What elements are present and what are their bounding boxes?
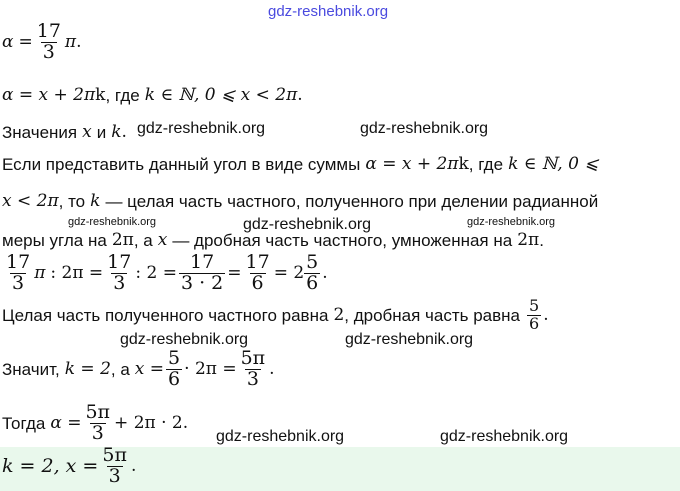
watermark: gdz-reshebnik.org: [120, 331, 249, 348]
equals-sign: =: [18, 31, 33, 52]
equals-sign: =: [227, 262, 242, 283]
operator: · 2π =: [184, 358, 237, 379]
denominator: 6: [306, 271, 319, 294]
denominator: 6: [529, 313, 540, 333]
numerator: 5: [306, 251, 319, 273]
numerator: 5π: [102, 444, 127, 466]
watermark: gdz-reshebnik.org: [137, 120, 266, 137]
x-var: x =: [134, 358, 165, 379]
numerator: 17: [245, 251, 270, 273]
operator: : 2π =: [50, 262, 104, 283]
explanation-line-2: [2, 193, 598, 210]
period: .: [269, 358, 275, 379]
operator: : 2 =: [135, 262, 177, 283]
denominator: 6: [168, 367, 181, 390]
number: 2: [333, 304, 345, 325]
denominator: 3: [246, 367, 259, 390]
answer-line: [2, 446, 136, 487]
explanation-line-3: [2, 232, 544, 249]
equals-sign: = 2: [273, 262, 305, 283]
period: .: [322, 262, 328, 283]
watermark: gdz-reshebnik.org: [360, 120, 489, 137]
answer-expression: k = 2, x =: [2, 454, 99, 477]
pi-symbol: π: [64, 31, 77, 52]
fraction: [527, 298, 541, 333]
numerator: 5π: [240, 347, 266, 369]
text: и: [96, 123, 107, 142]
text: , а: [133, 231, 153, 250]
denominator: 3: [108, 464, 121, 487]
division-computation: [2, 253, 328, 294]
fraction: [166, 349, 182, 390]
period: .: [130, 455, 137, 476]
fraction: [35, 22, 63, 63]
so-line: [2, 349, 275, 390]
alpha-symbol: α: [2, 31, 14, 52]
denominator: 6: [251, 271, 264, 294]
x-var: x: [157, 230, 168, 250]
explanation-line-1: [2, 156, 599, 173]
condition: k ∈ ℕ, 0 ⩽: [508, 154, 599, 174]
fraction: [304, 253, 320, 294]
form-line: [2, 87, 303, 104]
period: .: [539, 231, 544, 250]
text: , то: [58, 192, 86, 211]
denominator: 3 · 2: [180, 271, 224, 294]
k-roman: k: [95, 85, 106, 105]
numerator: 17: [107, 251, 132, 273]
denominator: 3: [113, 271, 126, 294]
watermark: gdz-reshebnik.org: [243, 216, 372, 233]
watermark-top: gdz-reshebnik.org: [268, 3, 389, 20]
numerator: 5: [168, 347, 181, 369]
period: .: [76, 31, 82, 52]
k-var: k: [90, 191, 101, 211]
text: Если представить данный угол в виде суммы: [2, 155, 361, 174]
condition: x < 2π: [2, 191, 59, 211]
text: , где: [105, 86, 140, 105]
parts-line: [2, 298, 549, 333]
watermark: gdz-reshebnik.org: [216, 428, 345, 445]
text: Тогда: [2, 413, 46, 433]
numerator: 17: [190, 251, 215, 273]
watermark: gdz-reshebnik.org: [345, 331, 474, 348]
period: .: [182, 412, 189, 433]
numerator: 17: [6, 251, 31, 273]
text: , где: [468, 155, 504, 174]
two-pi: 2π: [517, 230, 540, 250]
pi-symbol: π: [34, 262, 46, 283]
numerator: 5π: [85, 401, 111, 423]
denominator: 3: [91, 421, 104, 444]
text: , дробная часть равна: [344, 305, 521, 325]
fraction: [244, 253, 272, 294]
expression: α = x + 2π: [2, 85, 96, 105]
then-line: [2, 403, 188, 444]
fraction: [179, 253, 225, 294]
watermark: gdz-reshebnik.org: [440, 428, 569, 445]
text: — дробная часть частного, умноженная на: [172, 231, 513, 250]
k-var: k: [111, 122, 122, 142]
expression: α = x + 2π: [365, 154, 459, 174]
text: Значит,: [2, 359, 60, 379]
fraction: [239, 349, 268, 390]
given-angle-line: [2, 22, 82, 63]
period: .: [297, 85, 303, 105]
expression: + 2π · 2: [114, 412, 183, 433]
period: .: [543, 304, 549, 325]
numerator: 5: [529, 296, 540, 315]
text: , а: [110, 359, 130, 379]
condition: k ∈ ℕ, 0 ⩽ x < 2π: [144, 85, 298, 105]
fraction: [105, 253, 133, 294]
period: .: [121, 122, 127, 142]
fraction: [100, 446, 129, 487]
denominator: 3: [42, 40, 55, 63]
numerator: 17: [36, 20, 61, 42]
text: Целая часть полученного частного равна: [2, 305, 329, 325]
text: меры угла на: [2, 231, 107, 250]
watermark-small: gdz-reshebnik.org: [467, 216, 556, 228]
values-line: [2, 124, 127, 141]
k-value: k = 2: [64, 358, 111, 379]
fraction: [83, 403, 112, 444]
two-pi: 2π: [111, 230, 134, 250]
alpha-expression: α =: [50, 412, 82, 433]
fraction: [4, 253, 32, 294]
x-var: x: [82, 122, 92, 142]
k-roman: k: [458, 154, 469, 174]
watermark-small: gdz-reshebnik.org: [68, 216, 157, 228]
text: Значения: [2, 123, 78, 142]
text: — целая часть частного, полученного при делении радианной: [105, 192, 599, 211]
denominator: 3: [12, 271, 25, 294]
